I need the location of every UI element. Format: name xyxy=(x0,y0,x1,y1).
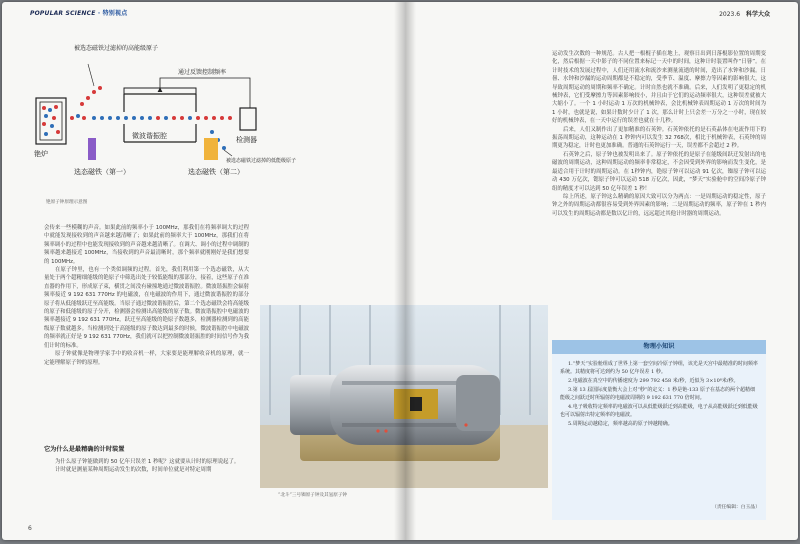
photo-illustration xyxy=(260,305,548,488)
bullet-icon: · xyxy=(97,10,101,17)
left-paragraph-5: 计时就是测量某种周期运动发生的次数，时间单位就是对特定周期 xyxy=(55,467,212,474)
magazine-logo: 科学大众 xyxy=(745,11,770,18)
knowledge-item: 4.电子吸收特定频率的电磁波可以从低能级跃迁到高能级，电子从高能级跃迁到低能级也可以辐射出特定频率的电磁波。 xyxy=(560,404,758,418)
section-name: 特别视点 xyxy=(102,10,128,17)
physics-knowledge-box xyxy=(552,340,766,520)
label-furnace: 铯炉 xyxy=(34,150,48,158)
left-paragraph-1: 会传来一些模糊的声音。如果此前的频率小于 100MHz，那我们在将频率调大的过程中就能发现接收到的声音越来越清晰了；如果此前的频率大于 100MHz，那我们在将频率调小的过程中也能发现接收到的声音越来越清晰了。在调大、调小的过程中调制的频率越来越接近 100MHz，当接收到的声音最清晰时，那个频率就刚刚好是我们想要的 100MHz。 xyxy=(44,225,249,265)
atomic-clock-photo xyxy=(260,305,548,488)
label-magnet-one: 选态磁铁（第一） xyxy=(74,168,130,176)
right-paragraph-3: 石英钟之后，原子钟也被发明出来了。原子钟依托的是原子在能级间跃迁发射出的电磁波的周期运动，这种周期运动的频率非常稳定，不会因受到外界的影响而发生变化，是最适合用于计时的周期运动。在 1秒钟内，铯原子钟可以运动 91 亿次，铷原子钟可以运动 430 万亿次，锶原子钟可以运动 518 万亿次，因此，“梦天”实验舱中的空间冷原子钟组的精度才可以达到 50 亿年误差 1 秒！ xyxy=(552,151,766,192)
magazine-spread xyxy=(2,2,798,540)
photo-caption: “北斗”三号铷原子钟及其氢原子钟 xyxy=(278,493,348,498)
knowledge-item: 1.“梦天”实验舱组成了世界上第一套空间冷原子钟组，该光是天宫中最精准的时间频率系统。其精度将可达到约为 50 亿年误差 1 秒。 xyxy=(560,361,758,375)
detector-shape xyxy=(240,108,256,130)
left-text-block xyxy=(44,224,249,367)
knowledge-box-title: 物理小知识 xyxy=(552,340,766,354)
knowledge-item: 2.电磁波在真空中的传播速度为 299 792 458 米/秒，近似为 3×10⁸米/秒。 xyxy=(568,378,739,384)
right-text-block xyxy=(552,50,766,218)
right-paragraph-2: 后来，人们又制作出了更加精准的石英钟。石英钟依托的是石英晶体在电流作用下的振荡周期运动，这种运动在 1 秒钟内可以发生 32 768次，相比于机械钟表，石英钟的周期更为稳定，计时也更加准确。普通的石英钟运行一天，误差都不会超过 2 秒。 xyxy=(552,126,766,150)
knowledge-items xyxy=(560,360,758,429)
left-paragraph-3: 原子钟就像是物理学家手中的收音机一样，大家要是能理解收音机的原理，就一定能理解原子钟的原理。 xyxy=(44,351,249,366)
left-paragraph-4: 为什么原子钟能做到的 50 亿年只误差 1 秒呢？这就要从计时的原理说起了。 xyxy=(55,459,240,465)
page-number: 6 xyxy=(28,525,32,532)
header-right xyxy=(719,9,770,18)
label-detector: 检测器 xyxy=(236,136,257,144)
furnace-shape xyxy=(36,98,66,144)
knowledge-item: 3.第 13 届国际度量衡大会上对“秒”的定义：1 秒是铯-133 原子在基态的两个超精细能级之间跃迁时所辐射的电磁波周期的 9 192 631 770 倍时间。 xyxy=(560,387,756,401)
label-feedback: 通过反馈控制频率 xyxy=(178,69,227,76)
atom-dots xyxy=(42,86,232,150)
right-paragraph-1: 运动发生次数的一种规范。古人把一根棍子插在地上，观察日出到日落棍影位置的周期变化，然后根据一天中影子的不同位置来标记一天中的时间，这种计时装置叫作“日晷”。在计时技术的发展过程中，人们还用流水和流沙来测量流逝的时间，造出了水钟和沙漏。日晷、水钟和沙漏的运动周期都是不稳定的，受季节、温度、摩擦力等因素的影响很大，这导致周期运动的周期和频率不确定。计时自然也就不准确。后来，人们发明了更稳定的机械钟表，它们受摩擦力等因素影响较小，并且由于它们的运动频率很大，这种误差就被大大缩小了。一个 1 小时运动 1 万次的机械钟表，会比机械钟表周期运动 1 万次的时间为 1 小时，也就是说，如果计数时少计了 1 次，那么计时上只会差一万分之一小时，现在较好的机械钟表，在一天中运行的误差也就在十几秒。 xyxy=(552,51,766,125)
label-top-left: 被选态磁铁过滤掉的高能级原子 xyxy=(74,45,159,52)
label-right: 被选态磁铁过滤掉的低能级原子 xyxy=(226,158,297,164)
right-paragraph-4: 综上所述，原子钟这么精确的原因大致可以分为两点：一是周期运动的稳定性，原子钟之外的周期运动都很容易受到外界因素的影响；二是周期运动的频率，原子钟在 1 秒内可以发生的周期运动都是数以亿计的，远远超过其他计时器的周期运动。 xyxy=(552,193,766,217)
brand-name: POPULAR SCIENCE xyxy=(30,10,96,17)
figure-caption: 铯原子钟原理示意图 xyxy=(46,200,88,205)
section-heading: 它为什么是最精确的计时装置 xyxy=(44,446,125,453)
left-paragraph-2: 在原子钟里，也有一个类似调频的过程。首先，我们利用第一个选态磁铁，从大量处于两个超精细能级的铯原子中筛选出处于较低能级的那部分，接着，这些原子在准直器的作用下，形成原子束，横贯之间没有碰撞地通过微波谐振腔。微波谐振腔会辐射频率接近 9 192 631 770Hz 的电磁波，在电磁波的作用下，通过微波谐振腔的部分原子将从低能级跃迁至高能级。当原子通过微波谐振腔后，第二个选态磁铁会将高能级的原子和低能级的原子分开，检测器会检测出高能级的原子数。微波谐振腔中电磁波的频率越接近 9 192 631 770Hz，跃迁至高能级的铯原子数越多，检测器检测到的高能级原子数就越多。当检测到处于高能级的原子数达到最多的时候，微波谐振腔中电磁波的频率就正好是 9 192 631 770Hz，我们就可以把控制微波谐振腔的时间信号作为我们计时的标准。 xyxy=(44,267,249,349)
magnet-one-shape xyxy=(88,138,96,160)
magnet-two-shape xyxy=(204,138,218,160)
knowledge-item: 5.周期运动越稳定，频率越高的原子钟越精确。 xyxy=(568,421,673,427)
label-cavity: 微波谐振腔 xyxy=(132,132,167,140)
editor-credit: （责任编辑：白玉晶） xyxy=(712,505,760,510)
label-magnet-two: 选态磁铁（第二） xyxy=(188,168,244,176)
issue-number: 2023.6 xyxy=(719,11,741,18)
left-text-block-2 xyxy=(44,458,249,475)
header-left xyxy=(30,8,127,17)
cesium-clock-diagram xyxy=(28,28,297,198)
